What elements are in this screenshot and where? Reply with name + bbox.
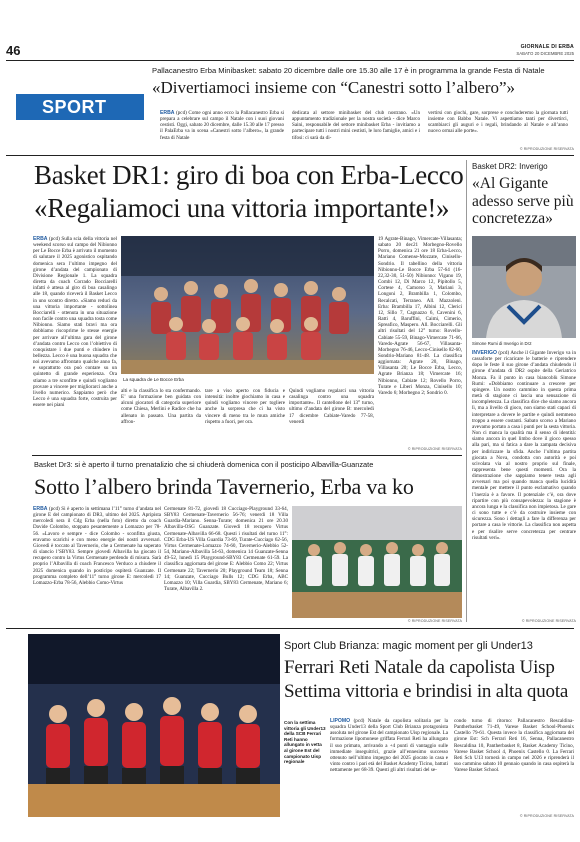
dr3-photo-illustration: [292, 506, 462, 618]
u13-lead: LIPOMO: [330, 718, 351, 724]
inverigo-body: [472, 350, 576, 618]
dr1-credit: © RIPRODUZIONE RISERVATA: [407, 447, 462, 451]
dr1-col-1-text: (pcd) Sulla scia della vittoria nel weekend scorso sul campo del Nibionno per Le Bocce Erba è arrivato il momento di salutare il 2025 agonistico ospitando domenica sera l’ultimo impegno del girone d’andata del campionato di Divisione Regionale 1. La squadra diretta da coach Corrado Bocciarelli infatti è attesa al giro di boa casalingo alle 18, quando riceverà il Basket Lecco in uno scontro diretto. «Siamo reduci da una vittoria importante - sottolinea Bocciarelli - ottenuta in una situazione non facile contro una squadra tosta come Nibionno. Siamo stati bravi ma ora dobbiamo riscoprirne le stesse energie per arrivare all’ultima gara del girone d’andata contro Lecco con l’obiettivo di conquistare i due punti e chiudere in bellezza. Lecco è una buona squadra che noi avevamo affrontato qualche anno fa, e soprattutto ora può contare su un quintetto di grande esperienza. Ora stiamo a tre sconfitte e quindi vogliamo provare a vincere per migliorarci anche a livello numerico. Sappiamo però che Lecco è una squadra forte, costruita per essere nei piani: [33, 236, 117, 409]
u13-kicker: Sport Club Brianza: magic moment per gli Under13: [284, 640, 533, 652]
dr1-col-4: Quindi vogliamo regalarci una vittoria casalinga contro una squadra importante». Il cantellone del 13° turno, ultimo d’andata del girone B: mercoledì 17 dicembre Cabiate-Varedo 77-58, venerdì: [289, 388, 374, 425]
natale-col-2: dedicata al settore minibasket del club nostrano. «Un appuntamento tradizionale per la nostra società - dice Marco Saini, responsabile del settore minibasket Erba - invitiamo a partecipare tutti i nostri mini cestisti, le loro famiglie, amici e i tifosi: ci sarà da di-: [292, 110, 420, 141]
natale-col-1: [160, 110, 284, 152]
u13-photo-illustration: [28, 634, 280, 817]
natale-col-3: vertirsi con giochi, gare, sorprese e concluderemo la giornata tutti insieme con Babbo Natale. Vi aspettiamo tanti per divertirci, scambiarci gli auguri e i regali, brindando al Natale e all’anno nuovo ormai alle porte».: [428, 110, 568, 135]
inverigo-headline: «Al Gigante adesso serve più concretezza»: [472, 175, 574, 227]
natale-lead: ERBA: [160, 110, 175, 116]
section-label-text: SPORT: [42, 97, 107, 117]
dr3-top-rule: [32, 455, 462, 456]
natale-bottom-rule: [6, 155, 574, 156]
u13-top-rule: [6, 628, 574, 629]
u13-col-1: [330, 718, 448, 818]
dr1-col-3: tare a viso aperto con fiducia e intensità: inoltre giochiamo in casa e quindi vogliamo vincere per togliere anche la sorpresa che ci ha visto vincere di meno tra le mura amiche rispetto a fuori, per ora.: [205, 388, 285, 425]
u13-headline-2: Settima vittoria e brindisi in alta quota: [284, 681, 569, 702]
inverigo-photo-caption: Simone Rumi di Inverigo in Dr2: [472, 341, 532, 346]
inverigo-credit: © RIPRODUZIONE RISERVATA: [521, 619, 576, 623]
dr1-photo-caption: La squadra de Le Bocce Erba: [123, 377, 184, 382]
inverigo-body-text: (pcd) Anche il Gigante Inverigo va in cassaforte per ricaricare le batterie e riprendere dopo le feste il suo girone d’andata chiudendo il girone d’andata di DR2 ospite della Geriatrico Monza. Fa il punto in casa biancoblù Simone Rumi: «Dobbiamo continuare a crescere per spingere. Un nostro cammino in questa prima metà di stagione ci lascia una sensazione di incompletezza. La classifica dice che siamo ancora lì, ma a livello di gioco, non siamo stati capaci di interpretare a dovere le partite e quindi nemmeno troppo a essere costanti. Sabato scorso a Mariano avevamo portato a casa i punti per la sesta vittoria. Non ci manca la qualità ma il senso di identità: siamo ancora in quel limbo dove il gioco spesso alla pari, ma si fatica a dare la zampata decisiva per indirizzare la sfida. Anche l’ultima partita giocata a Nova, condotta con autorità e poi scivolata via al nostro proprio sul finale, rappresenta bene questi momenti. Ora la dimostrazione che sappiamo tenere testa agli avversari ma poi quando manca quella lucidità mentale per mettere il punto esclamativo quando l’inerzia è a favore. Il potenziale c’è, ora dove ripartire con più consapevolezza: la stagione è ancora lunga e la classifica non impietosa. Le gare ci sono tutte e c’è da costruire insieme con sicurezza. Sono i dettagli a fare la differenza per portare a casa le vittorie. La classifica non aspetta e per risalire serve concretezza per centrare risultati veri».: [472, 350, 576, 541]
dr1-lead: ERBA: [33, 236, 48, 242]
header-rule: [6, 60, 574, 61]
u13-col-2: condo turno di ritorno: Pallacanestro Rescaldina-Pantherbasket 71-49, Varese Basket School-Phoenix Castello 79-61. Questa invece la classifica aggiornata del girone Est: Sch Ferrari Reti 16, Senna, Pallacanestro Rescaldina 10, Pantherbasket 8, Basket Academy Ticino, Varese Basket School 4, Phoenix Castello 0. La Ferrari Reti Sch U13 tornerà in campo nel 2026 e riprenderà il suo cammino sabato 10 gennaio quando in casa ospiterà la Varese Basket School.: [454, 718, 574, 774]
dr1-headline-2: «Regaliamoci una vittoria importante!»: [34, 193, 450, 223]
dr1-col-1: [33, 236, 117, 446]
inverigo-kicker: Basket DR2: Inverigo: [472, 162, 548, 171]
inverigo-lead: INVERIGO: [472, 350, 497, 356]
u13-photo-caption: Con la settima vittoria gli Under13 della SCB Ferrari Reti hanno allungato in vetta al girone Est del campionato Uisp regionale: [284, 720, 326, 765]
natale-col-1-text: (pcd) Come ogni anno ecco la Pallacanestro Erba si prepara a celebrare sul campo il Natale con i suoi giovani cestisti. Oggi, sabato 20 dicembre, dalle 15.30 alle 17 presso il PalaErba va in scena «Canestri sotto l’albero», la grande festa di Natale: [160, 110, 284, 141]
dr1-col-2: alti e la classifica lo sta confermando. E’ una formazione ben guidata con alcuni giocatori di categoria superiore come Chiesa, Merlini e Radice che ha allenato in passato. Una partita da affron-: [121, 388, 201, 425]
natale-kicker: Pallacanestro Erba Minibasket: sabato 20 dicembre dalle ore 15.30 alle 17 è in programma la grande Festa di Natale: [152, 66, 545, 75]
page-header: [470, 44, 574, 56]
dr3-credit: © RIPRODUZIONE RISERVATA: [407, 619, 462, 623]
dr1-col-5: 19 Agrate-Binago, Vimercate-Villasanta; sabato 20 dec21 Morbegno-Rovello Porro, domenica 21 ore 18 Erba-Lecco, Mariano Comense-Mozzate, Cinisello-Sondrio. Il tabellino della vittoria Nibionno-Le Bocce Erba 57-64 (16-22,32-30, 51-50) Nibionno: Vigano 19, Combi 12, Di Marco 12, Pipitollo 5, Cortese 4, Camorso 3, Mariani 3, Longoni 2, Brambilla 1, Colombo, Recalcati, Terraneo. All. Mazzoleni. Erba: Brambilla 17, Albini 12, Clerici 12, Sillo 7, Cagnazzo 6, Cavenini 6, Ratti 4, Baruffini, Caimi, Cimerio, Spreafico, Maspero. All. Bocciarelli. Gli altri risultati del 12° turno: Rovello-Cabiate 55-59, Binago-Vimercate 71-66, Varedo-Agrate 56-67, Villasanta-Morbegno 76-46, Lecco-Cinisello 82-60, Sondrio-Mariano 81-48. La classifica aggiornata: Agrate 20, Binago, Villasanta 20; Le Bocce Erba, Lecco, Agrate Brianza 18; Vimercate 16; Nibionno, Cabiate 12; Rovello Porro, Turate e Liberi Monza, Cinisello 10; Varedo 6; Morbegno 2; Sondrio 0.: [378, 236, 462, 396]
dr3-col-2: Cermenate 81-72, giovedì 18 Cucciago-Playground 33-64, SBY83 Cermenate-Tavernerio 56-76; venerdì 18 Villa Guardia-Mariano. Senna-Turate; domenica 21 ore 20.30 Albavilla-OSG Guanzate. Giovedì 18 recupero Virtus Cermenate-Albavilla 66-68. Questi i risultati del turno 11°: CDG Erba-US Villa Guardia 73-69, Turate-Cucciago 62-56, Virtus Cermenate-Lomazzo 74-60, Tavernerio-Alebbio 52-54, Mariano-Albavilla 54-63, domenica 14 Guanzate-Senna 49-52, lunedì 15 Playground-SBY83 Cermenate 61-59. La classifica aggiornata del girone E: Alebbio Como 22; Virtus Cermenate 22; Tavernerio 20; Playground Team 18; Senna 14; Guanzate, Cucciago Bulls 12; CDG Erba, ABC Lomazzo 10; Villa Guardia, SBY83 Cermenate, Mariano 6; Turate, Albavilla 2.: [164, 506, 288, 593]
dr3-col-1-text: (pcd) Si è aperto in settimana l’11° turno d’andata nel girone E del campionato di DR3, ultimo del 2025. Apripista mercoledì sera il Cdg Erba (nella foto) diretto da coach Davide Colombo, stoppato pesantemente a Lomazzo per 78-56. «Lavoro e sempre - dice Colombo - sconfitta giusta, eravamo scarichi e con meno energie dei nostri avversari. Giovedì è toccato al Tavernerio, che a Cermenate ha superato di slancio l’SBY83. Sempre giovedì Albavilla ha giocato il recupero contro la Virtus Cermenate perdendo di misura. Sarà proprio l’Albavilla di coach Francesco Verduco a chiudere il 2025 domenica quando in posticipo ospiterà Guanzate. Il programma completo dell’11° turno girone E: mercoledì 17 Lomazzo-Erba 78-56, Alebbio Como-Virtus: [33, 506, 161, 586]
dr3-headline: Sotto l’albero brinda Tavernerio, Erba va ko: [34, 474, 414, 499]
paper-name: GIORNALE DI ERBA: [520, 44, 574, 50]
dr1-headline-1: Basket DR1: giro di boa con Erba-Lecco: [34, 160, 464, 190]
column-divider: [466, 160, 467, 622]
u13-credit: © RIPRODUZIONE RISERVATA: [519, 814, 574, 818]
natale-credit: © RIPRODUZIONE RISERVATA: [519, 147, 574, 151]
u13-col-1-text: (pcd) Natale da capolista solitaria per la squadra Under13 della Sport Club Brianza protagonista assoluta nel girone Est del campionato Uisp regionale. La formazione lipomonese griffata Ferrari Reti ha allungato il suo primato, arrivando a +4 punti di vantaggio sulle immediate inseguitrici, grazie all’ennesimo successo ottenuto nell’ultimo impegno del 2025 giocato in casa e vinto contro i pari età del Basket Academy Ticino, battuti nettamente per 68-39. Questi gli altri risultati del se-: [330, 718, 448, 774]
u13-headline-1: Ferrari Reti Natale da capolista Uisp: [284, 657, 555, 678]
issue-date: SABATO 20 DICEMBRE 2025: [516, 51, 574, 56]
dr3-lead: ERBA: [33, 506, 48, 512]
team-photo-illustration: [121, 236, 374, 374]
natale-headline: «Divertiamoci insieme con “Canestri sotto l’albero”»: [152, 78, 516, 97]
u13-team-photo: [28, 634, 280, 817]
section-label: [16, 94, 144, 120]
page-number: 46: [6, 43, 21, 58]
inverigo-player-photo: [472, 236, 576, 338]
player-portrait: [472, 236, 576, 338]
dr3-team-photo: [292, 506, 462, 618]
dr1-team-photo: [121, 236, 374, 374]
dr3-kicker: Basket Dr3: si è aperto il turno prenatalizio che si chiuderà domenica con il posticipo Albavilla-Guanzate: [34, 460, 374, 469]
dr3-col-1: [33, 506, 161, 618]
